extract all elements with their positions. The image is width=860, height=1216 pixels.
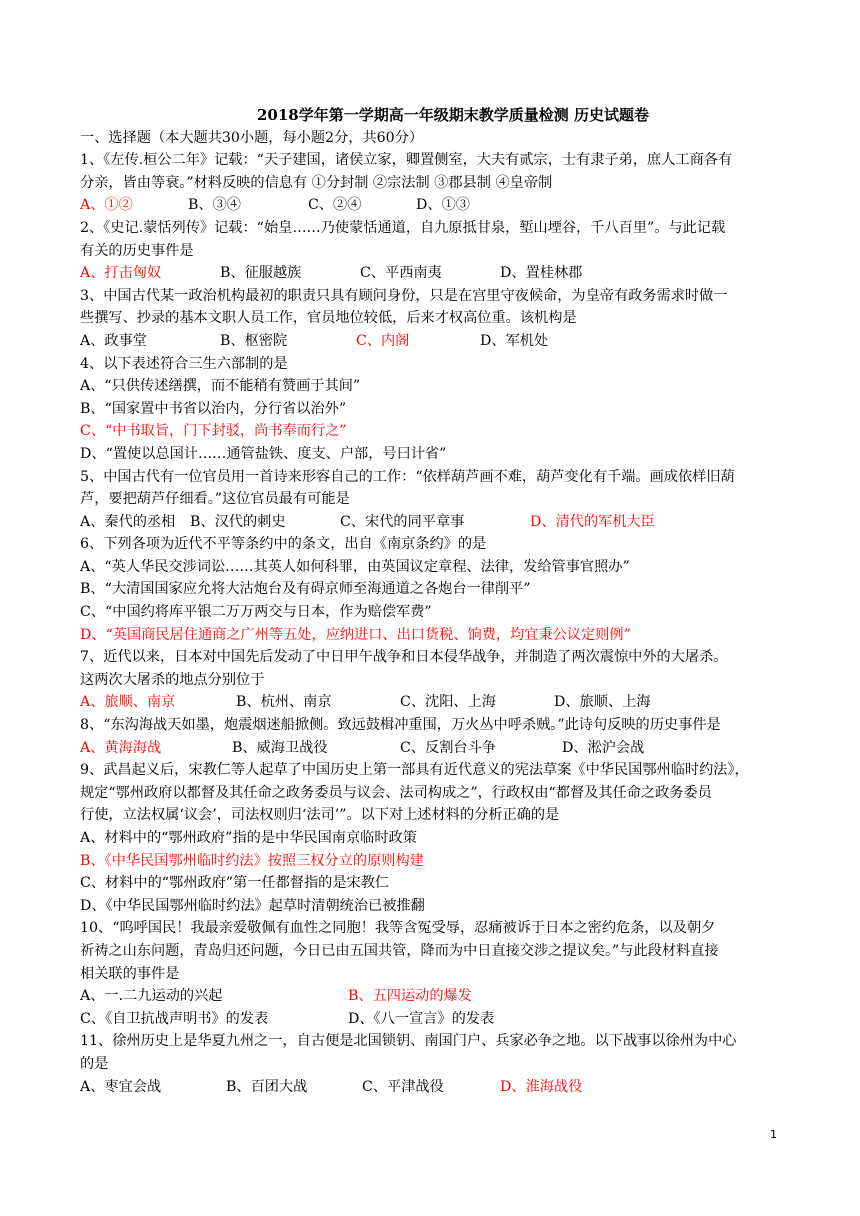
option-b: B、③④ — [188, 197, 241, 214]
option-b: B、威海卫战役 — [232, 739, 328, 756]
question-stem: 1、《左传.桓公二年》记载：“天子建国，诸侯立家，卿置侧室，大夫有贰宗，士有隶子弟，庶人工商各有 — [80, 152, 733, 169]
option-c-answer: C、内阁 — [356, 332, 410, 349]
options-row — [80, 1076, 780, 1099]
option-c: C、宋代的同平章事 — [340, 513, 465, 530]
option-d-answer: D、“英国商民居住通商之广州等五处，应纳进口、出口货税、饷费，均宜秉公议定则例” — [80, 626, 631, 643]
option-c-answer: C、“中书取旨，门下封驳，尚书奉而行之” — [80, 423, 347, 440]
option-d: D、《八一宣言》的发表 — [348, 1010, 495, 1027]
question-stem: 芦，要把葫芦仔细看。”这位官员最有可能是 — [80, 491, 350, 508]
option-d: D、淞沪会战 — [562, 739, 645, 756]
question-9 — [80, 759, 780, 917]
question-11 — [80, 1030, 780, 1098]
option-a: A、枣宜会战 — [80, 1078, 162, 1095]
option-b-answer: B、五四运动的爆发 — [348, 988, 472, 1005]
options-row — [80, 1008, 780, 1031]
question-5 — [80, 466, 780, 534]
question-stem: 11、徐州历史上是华夏九州之一，自古便是北国锁钥、南国门户、兵家必争之地。以下战事以徐州为中心 — [80, 1033, 737, 1050]
section-heading: 一、选择题（本大题共30小题，每小题2分，共60分） — [80, 129, 424, 146]
options-row — [80, 262, 780, 285]
option-c: C、②④ — [308, 197, 362, 214]
option-a-answer: A、打击匈奴 — [80, 265, 162, 282]
option-d-answer: D、清代的军机大臣 — [530, 513, 655, 530]
question-6 — [80, 533, 780, 646]
question-stem: 行使，立法权属‘议会’，司法权则归‘法司’”。以下对上述材料的分析正确的是 — [80, 807, 560, 824]
exam-page — [80, 104, 780, 1098]
question-stem: 5、中国古代有一位官员用一首诗来形容自己的工作：“依样葫芦画不难，葫芦变化有千端。画成依样旧葫 — [80, 468, 735, 485]
question-8 — [80, 714, 780, 759]
page-number: 1 — [770, 1128, 777, 1141]
option-a-answer: A、①② — [80, 197, 133, 214]
question-stem: 有关的历史事件是 — [80, 242, 194, 259]
question-stem: 规定“鄂州政府以都督及其任命之政务委员与议会、法司构成之”，行政权由“都督及其任命之政务委员 — [80, 784, 712, 801]
question-stem: 10、“呜呼国民！我最亲爱敬佩有血性之同胞！我等含冤受辱，忍痛被诉于日本之密约危条，以及朝夕 — [80, 920, 716, 937]
option-c: C、《自卫抗战声明书》的发表 — [80, 1010, 269, 1027]
question-2 — [80, 217, 780, 285]
question-stem: 8、“东沟海战天如墨，炮震烟迷船掀侧。致远鼓楫冲重围，万火丛中呼杀贼。”此诗句反映的历史事件是 — [80, 717, 721, 734]
question-stem: 2、《史记.蒙恬列传》记载：“始皇……乃使蒙恬通道，自九原抵甘泉，堑山堙谷，千八百里”。与此记载 — [80, 219, 726, 236]
question-4 — [80, 353, 780, 466]
question-stem: 4、以下表述符合三生六部制的是 — [80, 355, 288, 372]
option-c: C、平西南夷 — [360, 265, 442, 282]
option-d-answer: D、淮海战役 — [500, 1078, 583, 1095]
option-a: A、材料中的“鄂州政府”指的是中华民国南京临时政策 — [80, 830, 417, 846]
question-3 — [80, 285, 780, 353]
option-c: C、材料中的“鄂州政府”第一任都督指的是宋教仁 — [80, 875, 390, 892]
option-a: A、一.二九运动的兴起 — [80, 988, 223, 1005]
options-row — [80, 194, 780, 217]
option-b: B、杭州、南京 — [236, 694, 332, 711]
option-d: D、①③ — [416, 197, 470, 214]
question-1 — [80, 149, 780, 217]
option-c: C、沈阳、上海 — [400, 694, 496, 711]
options-row — [80, 737, 780, 760]
options-row — [80, 985, 780, 1008]
option-a: A、“只供传述缮撰，而不能稍有赞画于其间” — [80, 378, 361, 395]
option-d: D、旅顺、上海 — [554, 694, 651, 711]
option-b: B、征服越族 — [220, 265, 302, 282]
option-a-answer: A、旅顺、南京 — [80, 694, 176, 711]
option-b: B、枢密院 — [220, 332, 288, 349]
question-stem: 9、武昌起义后，宋教仁等人起草了中国历史上第一部具有近代意义的宪法草案《中华民国鄂州临时约法》， — [80, 762, 749, 779]
option-c: C、反割台斗争 — [400, 739, 496, 756]
option-b: B、“大清国国家应允将大沽炮台及有碍京师至海通道之各炮台一律削平” — [80, 581, 531, 598]
option-d: D、军机处 — [480, 332, 549, 349]
option-d: D、置桂林郡 — [500, 265, 583, 282]
exam-title: 2018学年第一学期高一年级期末教学质量检测 历史试题卷 — [257, 106, 649, 124]
option-a: A、“英人华民交涉词讼……其英人如何科罪，由英国议定章程、法律，发给管事官照办” — [80, 558, 630, 575]
options-row — [80, 330, 780, 353]
option-a: A、政事堂 — [80, 332, 147, 349]
question-stem: 3、中国古代某一政治机构最初的职责只具有顾问身份，只是在宫里守夜候命，为皇帝有政务需求时做一 — [80, 287, 728, 304]
option-b: B、百团大战 — [226, 1078, 308, 1095]
option-b: B、“国家置中书省以治内，分行省以治外” — [80, 400, 347, 417]
option-b-answer: B、《中华民国鄂州临时约法》按照三权分立的原则构建 — [80, 852, 424, 869]
question-stem: 相关联的事件是 — [80, 965, 180, 982]
question-stem: 的是 — [80, 1055, 109, 1072]
question-stem: 祈祷之山东问题，青岛归还问题，今日已由五国共管，降而为中日直接交涉之提议矣。”与此段材料直接 — [80, 942, 719, 959]
option-d: D、“置使以总国计……通管盐铁、度支、户部，号曰计省” — [80, 445, 447, 462]
question-stem: 分亲，皆由等衰。”材料反映的信息有 ①分封制 ②宗法制 ③郡县制 ④皇帝制 — [80, 174, 553, 191]
question-7 — [80, 646, 780, 714]
option-b: B、汉代的刺史 — [190, 513, 286, 530]
option-a: A、秦代的丞相 — [80, 513, 176, 530]
question-stem: 6、下列各项为近代不平等条约中的条文，出自《南京条约》的是 — [80, 536, 487, 553]
option-c: C、“中国约将库平银二万万两交与日本，作为赔偿军费” — [80, 604, 432, 621]
options-row — [80, 511, 780, 534]
question-stem: 7、近代以来，日本对中国先后发动了中日甲午战争和日本侵华战争，并制造了两次震惊中外的大屠杀。 — [80, 649, 728, 666]
option-c: C、平津战役 — [362, 1078, 444, 1095]
options-row — [80, 691, 780, 714]
question-10 — [80, 917, 780, 1030]
option-d: D、《中华民国鄂州临时约法》起草时清朝统治已被推翻 — [80, 897, 425, 914]
option-a-answer: A、黄海海战 — [80, 739, 162, 756]
question-stem: 这两次大屠杀的地点分别位于 — [80, 671, 265, 688]
question-stem: 些撰写、抄录的基本文职人员工作，官员地位较低，后来才权高位重。该机构是 — [80, 310, 577, 327]
